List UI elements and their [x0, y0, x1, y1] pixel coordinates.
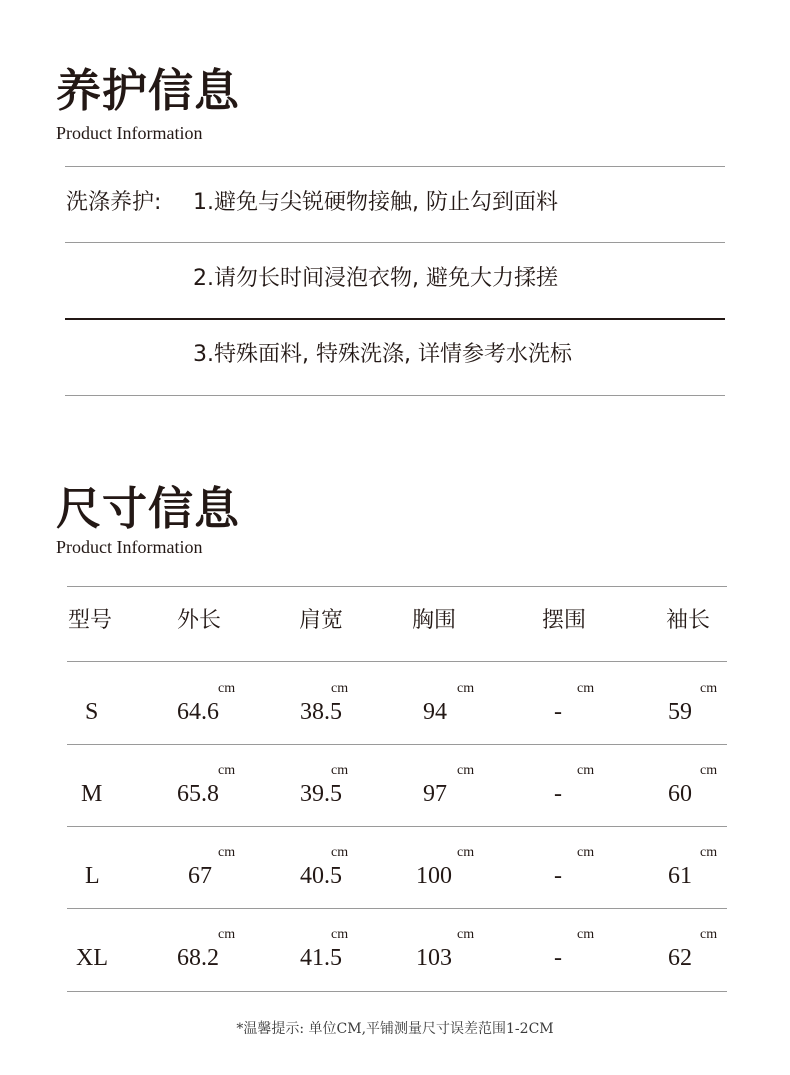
cell-size: XL	[76, 945, 108, 971]
cell-sleeve: 59	[668, 699, 692, 725]
cell-shoulder: 39.5	[300, 781, 342, 807]
care-divider-bottom	[65, 395, 725, 396]
care-divider-1	[65, 242, 725, 243]
size-row-divider	[67, 826, 727, 827]
cell-chest: 94	[423, 699, 447, 725]
cell-length: 64.6	[177, 699, 219, 725]
header-hem: 摆围	[542, 608, 587, 633]
header-sleeve: 袖长	[666, 608, 711, 633]
care-divider-top	[65, 166, 725, 167]
unit-label: cm	[218, 927, 236, 942]
cell-hem: -	[554, 781, 562, 807]
header-size: 型号	[68, 608, 113, 633]
cell-hem: -	[554, 699, 562, 725]
care-item-2: 2.请勿长时间浸泡衣物, 避免大力揉搓	[193, 266, 558, 291]
unit-label: cm	[457, 927, 475, 942]
unit-label: cm	[457, 681, 475, 696]
unit-label: cm	[577, 927, 595, 942]
cell-sleeve: 61	[668, 863, 692, 889]
unit-label: cm	[331, 763, 349, 778]
size-section-subtitle: Product Information	[56, 537, 203, 557]
cell-hem: -	[554, 863, 562, 889]
cell-chest: 97	[423, 781, 447, 807]
cell-sleeve: 60	[668, 781, 692, 807]
header-shoulder: 肩宽	[299, 608, 344, 633]
cell-size: M	[81, 781, 103, 807]
unit-label: cm	[218, 845, 236, 860]
cell-length: 68.2	[177, 945, 219, 971]
measurement-note: *温馨提示: 单位CM,平铺测量尺寸误差范围1-2CM	[236, 1021, 554, 1037]
cell-hem: -	[554, 945, 562, 971]
care-label: 洗涤养护:	[66, 190, 162, 215]
header-chest: 胸围	[412, 608, 457, 633]
cell-length: 65.8	[177, 781, 219, 807]
size-row-divider	[67, 744, 727, 745]
unit-label: cm	[700, 927, 718, 942]
unit-label: cm	[577, 681, 595, 696]
cell-shoulder: 38.5	[300, 699, 342, 725]
cell-size: S	[85, 699, 99, 725]
unit-label: cm	[331, 845, 349, 860]
size-table-header-line	[67, 661, 727, 662]
care-section-subtitle: Product Information	[56, 123, 203, 143]
unit-label: cm	[218, 681, 236, 696]
unit-label: cm	[700, 763, 718, 778]
size-table-bottom-line	[67, 991, 727, 992]
cell-shoulder: 41.5	[300, 945, 342, 971]
size-row-divider	[67, 908, 727, 909]
care-item-3: 3.特殊面料, 特殊洗涤, 详情参考水洗标	[193, 342, 572, 367]
unit-label: cm	[331, 927, 349, 942]
unit-label: cm	[457, 845, 475, 860]
cell-sleeve: 62	[668, 945, 692, 971]
care-item-1: 1.避免与尖锐硬物接触, 防止勾到面料	[193, 190, 558, 215]
cell-length: 67	[188, 863, 212, 889]
unit-label: cm	[700, 681, 718, 696]
header-length: 外长	[177, 608, 222, 633]
unit-label: cm	[457, 763, 475, 778]
cell-shoulder: 40.5	[300, 863, 342, 889]
size-section-title: 尺寸信息	[56, 482, 241, 535]
unit-label: cm	[331, 681, 349, 696]
unit-label: cm	[577, 845, 595, 860]
care-divider-2	[65, 318, 725, 320]
unit-label: cm	[218, 763, 236, 778]
cell-size: L	[85, 863, 100, 889]
unit-label: cm	[577, 763, 595, 778]
cell-chest: 103	[416, 945, 452, 971]
unit-label: cm	[700, 845, 718, 860]
care-section-title: 养护信息	[56, 64, 241, 117]
cell-chest: 100	[416, 863, 452, 889]
size-table-top-line	[67, 586, 727, 587]
